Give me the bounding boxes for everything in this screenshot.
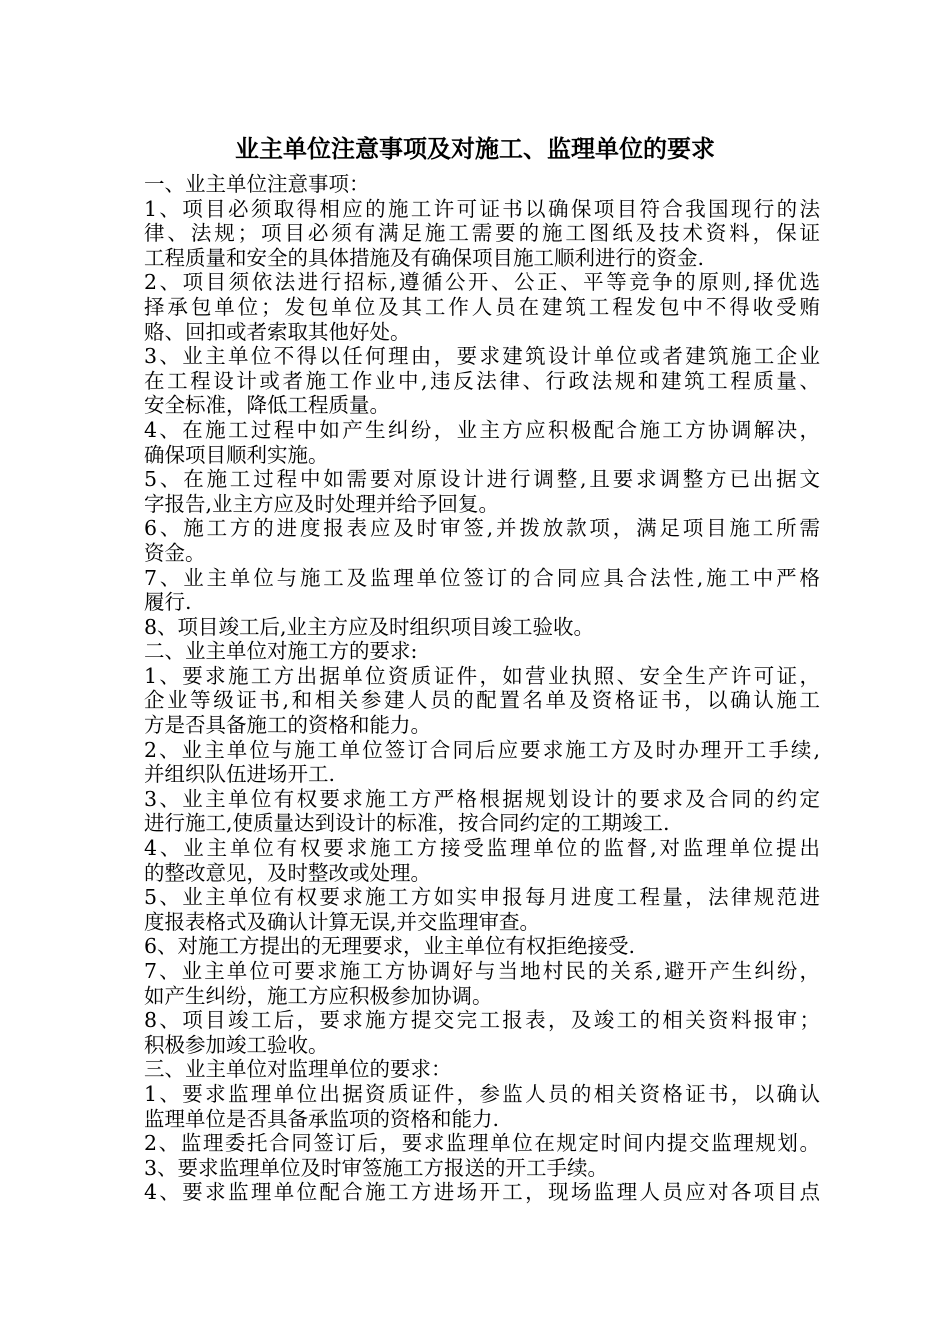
body-line: 进行施工,使质量达到设计的标准，按合同约定的工期竣工. xyxy=(144,811,670,836)
body-line: 赂、回扣或者索取其他好处。 xyxy=(144,319,411,344)
body-line: 5、业主单位有权要求施工方如实申报每月进度工程量，法律规范进 xyxy=(144,885,820,910)
body-line: 8、项目竣工后,业主方应及时组织项目竣工验收。 xyxy=(144,614,595,639)
body-line: 2、业主单位与施工单位签订合同后应要求施工方及时办理开工手续, xyxy=(144,737,820,762)
body-line: 积极参加竣工验收。 xyxy=(144,1032,329,1057)
body-line: 2、项目须依法进行招标,遵循公开、公正、平等竞争的原则,择优选 xyxy=(144,270,820,295)
body-line: 6、施工方的进度报表应及时审签,并拨放款项，满足项目施工所需 xyxy=(144,516,820,541)
body-line: 工程质量和安全的具体措施及有确保项目施工顺利进行的资金. xyxy=(144,245,705,270)
body-line: 7、业主单位可要求施工方协调好与当地村民的关系,避开产生纠纷， xyxy=(144,959,820,983)
body-line: 如产生纠纷，施工方应积极参加协调。 xyxy=(144,983,493,1008)
body-line: 律、法规；项目必须有满足施工需要的施工图纸及技术资料，保证 xyxy=(144,221,820,246)
body-line: 2、监理委托合同签订后，要求监理单位在规定时间内提交监理规划。 xyxy=(144,1131,820,1156)
body-line: 在工程设计或者施工作业中,违反法律、行政法规和建筑工程质量、 xyxy=(144,368,820,393)
body-line: 并组织队伍进场开工. xyxy=(144,762,336,787)
body-line: 确保项目顺利实施。 xyxy=(144,442,329,467)
body-line: 1、项目必须取得相应的施工许可证书以确保项目符合我国现行的法 xyxy=(144,196,820,221)
body-line: 三、业主单位对监理单位的要求： xyxy=(144,1057,452,1082)
body-line: 度报表格式及确认计算无误,并交监理审查。 xyxy=(144,909,541,934)
body-line: 4、在施工过程中如产生纠纷，业主方应积极配合施工方协调解决， xyxy=(144,417,820,442)
body-line: 一、业主单位注意事项： xyxy=(144,172,370,196)
body-line: 方是否具备施工的资格和能力。 xyxy=(144,713,431,738)
body-line: 安全标准，降低工程质量。 xyxy=(144,393,390,418)
document-title: 业主单位注意事项及对施工、监理单位的要求 xyxy=(235,134,715,163)
body-line: 3、要求监理单位及时审签施工方报送的开工手续。 xyxy=(144,1155,609,1180)
body-line: 3、业主单位有权要求施工方严格根据规划设计的要求及合同的约定 xyxy=(144,786,820,811)
body-line: 监理单位是否具备承监项的资格和能力. xyxy=(144,1106,500,1131)
body-line: 资金。 xyxy=(144,540,206,565)
body-line: 1、要求监理单位出据资质证件，参监人员的相关资格证书，以确认 xyxy=(144,1081,820,1106)
body-line: 5、在施工过程中如需要对原设计进行调整,且要求调整方已出据文 xyxy=(144,467,820,492)
body-line: 6、对施工方提出的无理要求，业主单位有权拒绝接受. xyxy=(144,934,636,959)
body-line: 7、业主单位与施工及监理单位签订的合同应具合法性,施工中严格 xyxy=(144,565,820,590)
body-line: 4、要求监理单位配合施工方进场开工，现场监理人员应对各项目点 xyxy=(144,1180,820,1205)
body-line: 履行. xyxy=(144,590,192,615)
document-body xyxy=(144,172,820,1205)
body-line: 8、项目竣工后，要求施方提交完工报表，及竣工的相关资料报审； xyxy=(144,1008,820,1033)
body-line: 1、要求施工方出据单位资质证件，如营业执照、安全生产许可证， xyxy=(144,663,820,688)
body-line: 的整改意见，及时整改或处理。 xyxy=(144,860,431,885)
body-line: 择承包单位；发包单位及其工作人员在建筑工程发包中不得收受贿 xyxy=(144,294,820,319)
body-line: 4、业主单位有权要求施工方接受监理单位的监督,对监理单位提出 xyxy=(144,836,820,861)
body-line: 二、业主单位对施工方的要求: xyxy=(144,639,418,664)
body-line: 企业等级证书,和相关参建人员的配置名单及资格证书，以确认施工 xyxy=(144,688,820,713)
body-line: 字报告,业主方应及时处理并给予回复。 xyxy=(144,491,500,516)
body-line: 3、业主单位不得以任何理由，要求建筑设计单位或者建筑施工企业 xyxy=(144,344,820,369)
